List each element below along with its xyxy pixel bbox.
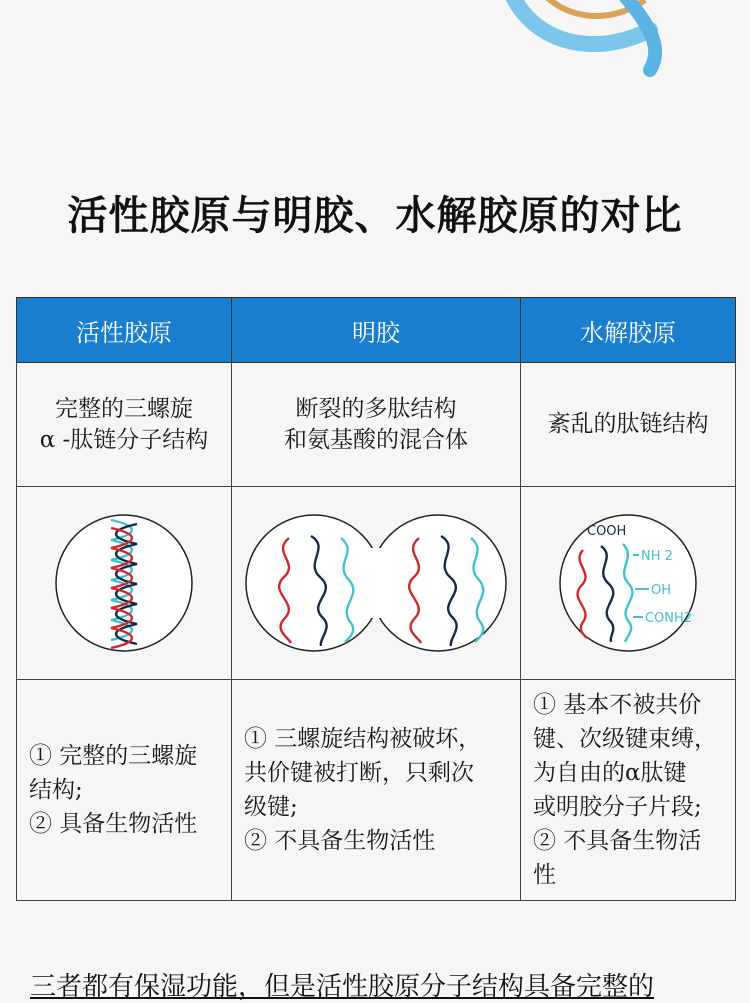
comparison-table xyxy=(16,297,736,901)
property-line: ② 具备生物活性 xyxy=(29,811,198,837)
property-line: ② 不具备生物活 xyxy=(533,828,702,854)
header-gelatin: 明胶 xyxy=(232,298,521,363)
property-gelatin xyxy=(232,680,521,901)
property-line: ① 三螺旋结构被破坏， xyxy=(244,726,482,752)
structure-line: 断裂的多肽结构 xyxy=(295,395,457,422)
summary-text: 三者都有保湿功能，但是活性胶原分子结构具备完整的 xyxy=(30,972,655,1002)
header-hydrolyzed-collagen: 水解胶原 xyxy=(521,298,736,363)
property-line: 结构; xyxy=(29,777,83,803)
property-line: 键、次级键束缚， xyxy=(533,726,717,752)
structure-line: α -肽链分子结构 xyxy=(39,426,209,453)
property-hydrolyzed-collagen xyxy=(521,680,736,901)
page-title: 活性胶原与明胶、水解胶原的对比 xyxy=(67,192,683,239)
property-line: 共价键被打断，只剩次 xyxy=(244,760,474,786)
diagram-cell-gelatin xyxy=(232,487,521,680)
property-line: 为自由的α肽键 xyxy=(533,760,687,786)
diagram-row xyxy=(17,487,736,680)
header-row xyxy=(17,298,736,363)
property-line: 性 xyxy=(533,862,556,888)
oh-label: OH xyxy=(651,583,672,598)
structure-line: 完整的三螺旋 xyxy=(55,395,193,422)
broken-strands-diagram xyxy=(241,508,511,658)
conh2-label: CONH2 xyxy=(645,611,693,626)
structure-row xyxy=(17,363,736,487)
structure-gelatin xyxy=(232,363,521,487)
structure-hydrolyzed-collagen xyxy=(521,363,736,487)
property-active-collagen xyxy=(17,680,232,901)
header-active-collagen: 活性胶原 xyxy=(17,298,232,363)
triple-helix-diagram xyxy=(49,508,199,658)
property-line: 或明胶分子片段; xyxy=(533,794,702,820)
property-line: ① 基本不被共价 xyxy=(533,692,702,718)
property-line: ① 完整的三螺旋 xyxy=(29,743,198,769)
dna-helix-decoration xyxy=(470,0,690,100)
property-line: ② 不具备生物活性 xyxy=(244,828,436,854)
structure-line: 和氨基酸的混合体 xyxy=(284,426,468,453)
nh2-label: NH 2 xyxy=(641,549,673,564)
diagram-cell-hydrolyzed-collagen xyxy=(521,487,736,680)
disordered-chain-diagram xyxy=(553,508,703,658)
diagram-cell-active-collagen xyxy=(17,487,232,680)
cooh-label: COOH xyxy=(587,524,627,539)
property-row xyxy=(17,680,736,901)
structure-active-collagen xyxy=(17,363,232,487)
property-line: 级键; xyxy=(244,794,298,820)
structure-line: 紊乱的肽链结构 xyxy=(547,411,709,437)
